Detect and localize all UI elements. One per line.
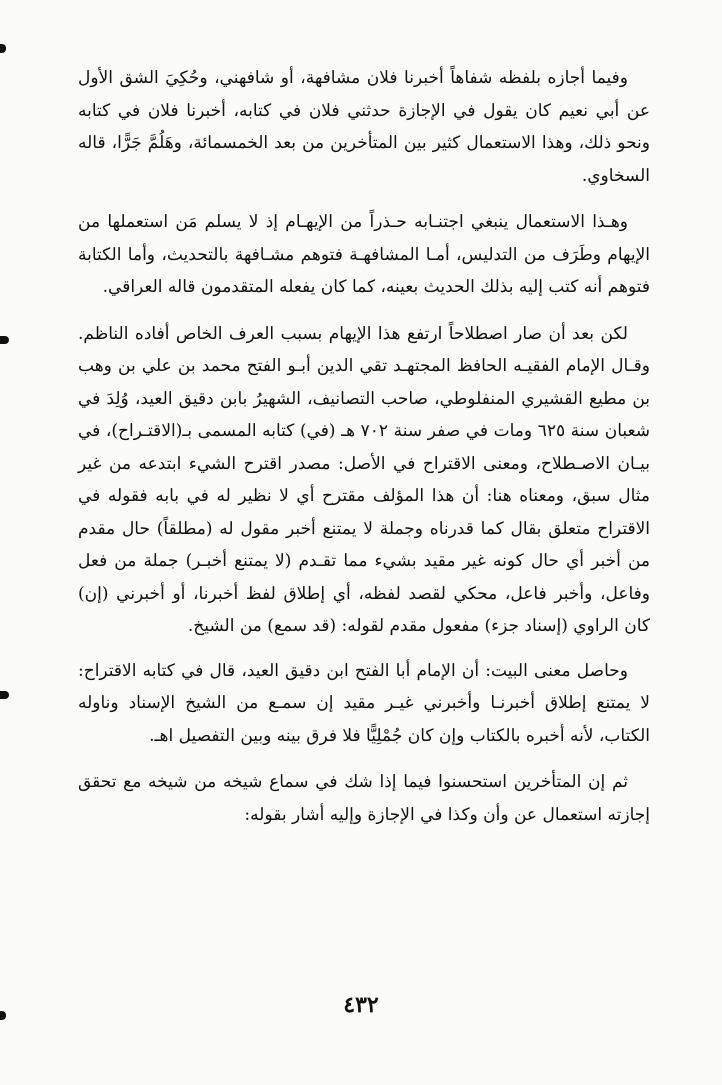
paragraph-5: ثم إن المتأخرين استحسنوا فيما إذا شك في سماع شيخه من شيخه مع تحقق إجازته استعمال عن وأن وكذا في الإجازة وإليه أشار بقوله: xyxy=(78,772,650,825)
page-number: ٤٣٢ xyxy=(343,992,379,1018)
body-text xyxy=(78,62,650,845)
paragraph-1: وفيما أجازه بلفظه شفاهاً أخبرنا فلان مشافهة، أو شافهني، وحُكِيَ الشق الأول عن أبي نعيم كان يقول في الإجازة حدثني فلان في كتابه، أخبرنا فلان في كتابه ونحو ذلك، وهذا الاستعمال كثير بين المتأخرين من بعد الخمسمائة، وهَلُمَّ جَرًّا، قاله السخاوي. xyxy=(78,68,650,186)
binding-mark xyxy=(0,336,9,344)
binding-mark xyxy=(0,44,6,53)
paragraph-2: وهـذا الاستعمال ينبغي اجتنـابه حـذراً من الإيهـام إذ لا يسلم مَن استعملها من الإيهام وطَرَف من التدليس، أمـا المشافهـة فتوهم مشـافهة بالتحديث، وأما الكتابة فتوهم أنه كتب إليه بذلك الحديث بعينه، كما كان يفعله المتقدمون قاله العراقي. xyxy=(78,212,650,297)
binding-mark xyxy=(0,691,9,699)
paragraph-4: وحاصل معنى البيت: أن الإمام أبا الفتح ابن دقيق العيد، قال في كتابه الاقتراح: لا يمتنع إطلاق أخبرنـا وأخبرني غيـر مقيد إن سمـع من الشيخ الإسناد وناوله الكتاب، لأنه أخبره بالكتاب وإن كان جُمْلِيًّا فلا فرق بينه وبين التفصيل اهـ. xyxy=(78,660,650,746)
paragraph-3: لكن بعد أن صار اصطلاحاً ارتفع هذا الإيهام بسبب العرف الخاص أفاده الناظم. وقـال الإمام الفقيـه الحافظ المجتهـد تقي الدين أبـو الفتح محمد بن علي بن وهب بن مطيع القشيري المنفلوطي، صاحب التصانيف، الشهيرُ بابن دقيق العيد، وُلِدَ في شعبان سنة ٦٢٥ ومات في صفر سنة ٧٠٢ هـ (في) كتابه المسمى بـ(الاقتـراح)، في بيـان الاصـطلاح، ومعنى الاقتراح في الأصل: مصدر اقترح الشيء ابتدعه من غير مثال سبق، ومعناه هنا: أن هذا المؤلف مقترح أي لا نظير له في بابه فقوله في الاقتراح متعلق بقال كما قدرناه وجملة لا يمتنع أخبر مقول له (مطلقاً) حال مقدم من أخبر أي حال كونه غير مقيد بشيء مما تقـدم (لا يمتنع أخبـر) جملة من فعل وفاعل، وأخبر فاعل، محكي لقصد لفظه، أي إطلاق لفظ أخبرنا، أو أخبرني (إن) كان الراوي (إسناد جزء) مفعول مقدم لقوله: (قد سمع) من الشيخ. xyxy=(78,323,650,636)
